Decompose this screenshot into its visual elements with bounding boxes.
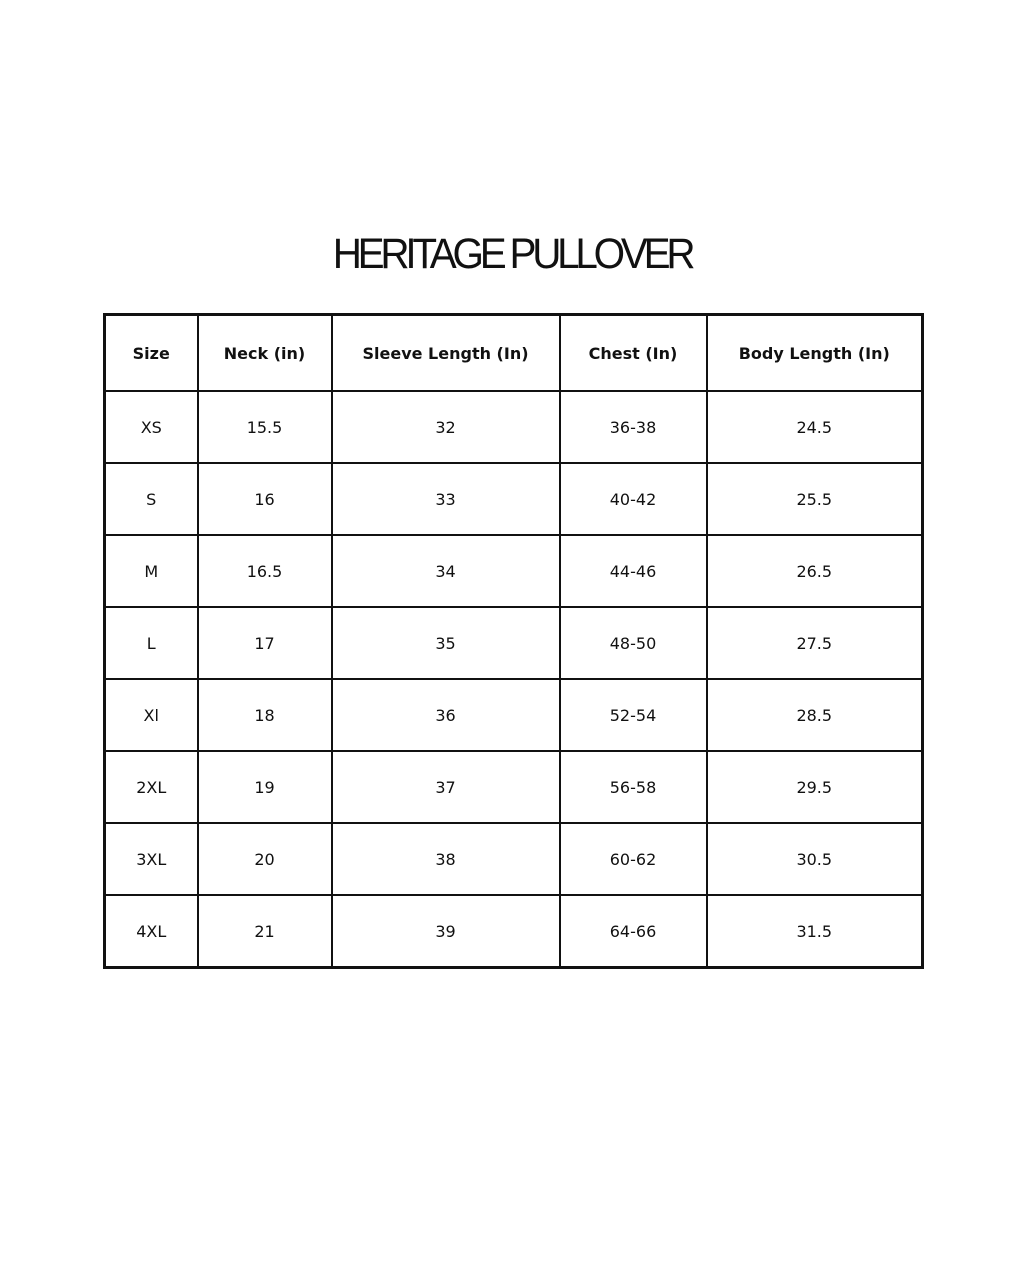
table-row xyxy=(105,463,923,535)
cell-size: M xyxy=(105,535,198,607)
cell-sleeve-length: 33 xyxy=(332,463,560,535)
cell-size: 3XL xyxy=(105,823,198,895)
table-row xyxy=(105,535,923,607)
cell-body-length: 25.5 xyxy=(707,463,923,535)
table-row xyxy=(105,751,923,823)
cell-body-length: 29.5 xyxy=(707,751,923,823)
cell-sleeve-length: 35 xyxy=(332,607,560,679)
cell-chest: 56-58 xyxy=(560,751,707,823)
cell-chest: 64-66 xyxy=(560,895,707,968)
table-row xyxy=(105,895,923,968)
cell-sleeve-length: 36 xyxy=(332,679,560,751)
cell-neck: 15.5 xyxy=(198,391,332,463)
table-row xyxy=(105,823,923,895)
cell-chest: 48-50 xyxy=(560,607,707,679)
cell-body-length: 31.5 xyxy=(707,895,923,968)
page-title: HERITAGE PULLOVER xyxy=(332,230,692,278)
header-neck: Neck (in) xyxy=(198,315,332,392)
cell-neck: 20 xyxy=(198,823,332,895)
header-chest: Chest (In) xyxy=(560,315,707,392)
cell-neck: 17 xyxy=(198,607,332,679)
table-row xyxy=(105,391,923,463)
cell-neck: 21 xyxy=(198,895,332,968)
cell-body-length: 30.5 xyxy=(707,823,923,895)
cell-body-length: 24.5 xyxy=(707,391,923,463)
cell-neck: 18 xyxy=(198,679,332,751)
cell-neck: 19 xyxy=(198,751,332,823)
table-header-row xyxy=(105,315,923,392)
cell-body-length: 27.5 xyxy=(707,607,923,679)
cell-sleeve-length: 37 xyxy=(332,751,560,823)
cell-body-length: 26.5 xyxy=(707,535,923,607)
table-row xyxy=(105,607,923,679)
table-row xyxy=(105,679,923,751)
cell-chest: 36-38 xyxy=(560,391,707,463)
cell-size: 2XL xyxy=(105,751,198,823)
cell-sleeve-length: 38 xyxy=(332,823,560,895)
cell-chest: 40-42 xyxy=(560,463,707,535)
cell-size: L xyxy=(105,607,198,679)
cell-sleeve-length: 39 xyxy=(332,895,560,968)
cell-size: S xyxy=(105,463,198,535)
cell-sleeve-length: 34 xyxy=(332,535,560,607)
cell-size: XS xyxy=(105,391,198,463)
cell-sleeve-length: 32 xyxy=(332,391,560,463)
header-body-length: Body Length (In) xyxy=(707,315,923,392)
size-chart-table xyxy=(103,313,924,969)
cell-neck: 16.5 xyxy=(198,535,332,607)
cell-neck: 16 xyxy=(198,463,332,535)
cell-chest: 60-62 xyxy=(560,823,707,895)
cell-chest: 44-46 xyxy=(560,535,707,607)
cell-chest: 52-54 xyxy=(560,679,707,751)
header-sleeve-length: Sleeve Length (In) xyxy=(332,315,560,392)
header-size: Size xyxy=(105,315,198,392)
cell-size: Xl xyxy=(105,679,198,751)
cell-size: 4XL xyxy=(105,895,198,968)
cell-body-length: 28.5 xyxy=(707,679,923,751)
